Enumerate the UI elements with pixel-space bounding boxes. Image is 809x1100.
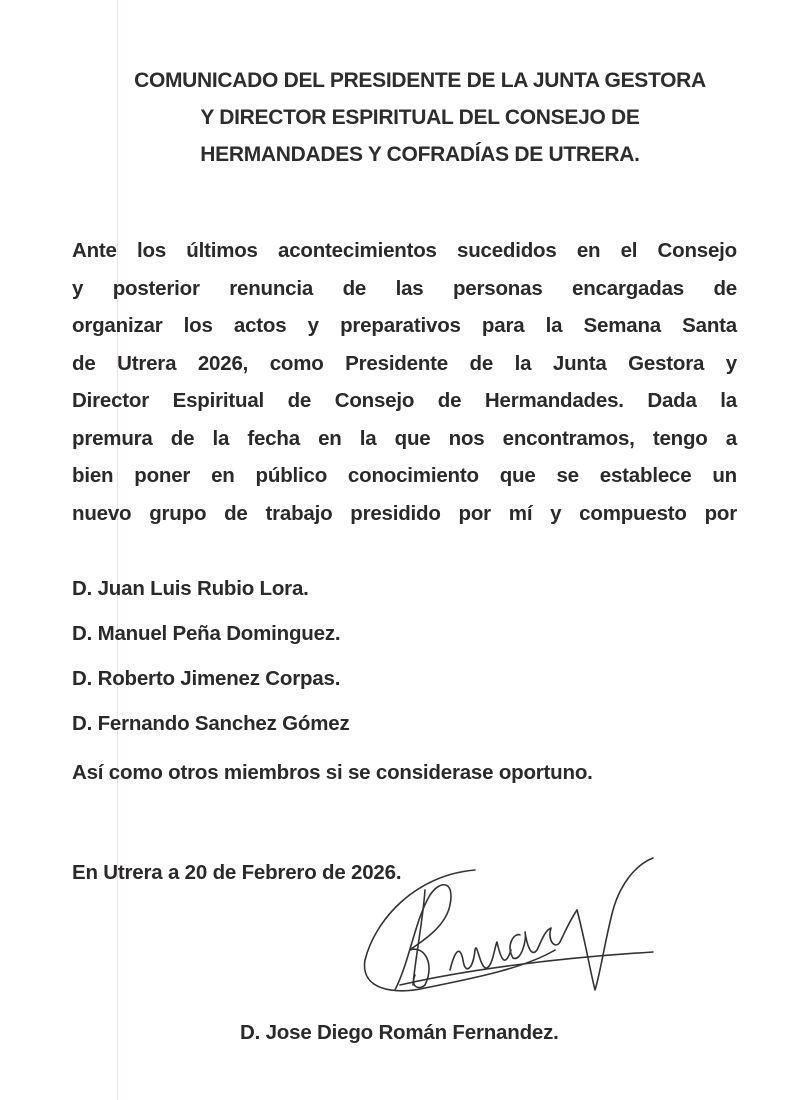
body-line: de Utrera 2026, como Presidente de la Junta Gestora y xyxy=(72,351,737,375)
list-item: D. Juan Luis Rubio Lora. xyxy=(72,577,309,600)
closing-statement: Así como otros miembros si se considerase oportuno. xyxy=(72,761,593,784)
signer-name: D. Jose Diego Román Fernandez. xyxy=(240,1021,559,1044)
body-line: Director Espiritual de Consejo de Hermandades. Dada la xyxy=(72,389,737,412)
date-line: En Utrera a 20 de Febrero de 2026. xyxy=(72,861,402,884)
document-title xyxy=(70,62,770,173)
body-line: premura de la fecha en la que nos encontramos, tengo a xyxy=(72,426,737,450)
title-line-2: Y DIRECTOR ESPIRITUAL DEL CONSEJO DE xyxy=(200,106,640,129)
body-line: nuevo grupo de trabajo presidido por mí y compuesto por xyxy=(72,501,737,525)
body-paragraph xyxy=(72,232,737,532)
body-line: organizar los actos y preparativos para la Semana Santa xyxy=(72,314,737,337)
list-item: D. Manuel Peña Dominguez. xyxy=(72,622,341,645)
title-line-1: COMUNICADO DEL PRESIDENTE DE LA JUNTA GESTORA xyxy=(134,69,706,92)
signature-icon xyxy=(355,850,655,1010)
list-item: D. Roberto Jimenez Corpas. xyxy=(72,667,341,690)
member-list xyxy=(72,566,350,746)
body-line: Ante los últimos acontecimientos sucedidos en el Consejo xyxy=(72,239,737,262)
body-line: bien poner en público conocimiento que se establece un xyxy=(72,464,737,487)
title-line-3: HERMANDADES Y COFRADÍAS DE UTRERA. xyxy=(200,143,640,166)
list-item: D. Fernando Sanchez Gómez xyxy=(72,712,350,735)
body-line: y posterior renuncia de las personas encargadas de xyxy=(72,276,737,300)
